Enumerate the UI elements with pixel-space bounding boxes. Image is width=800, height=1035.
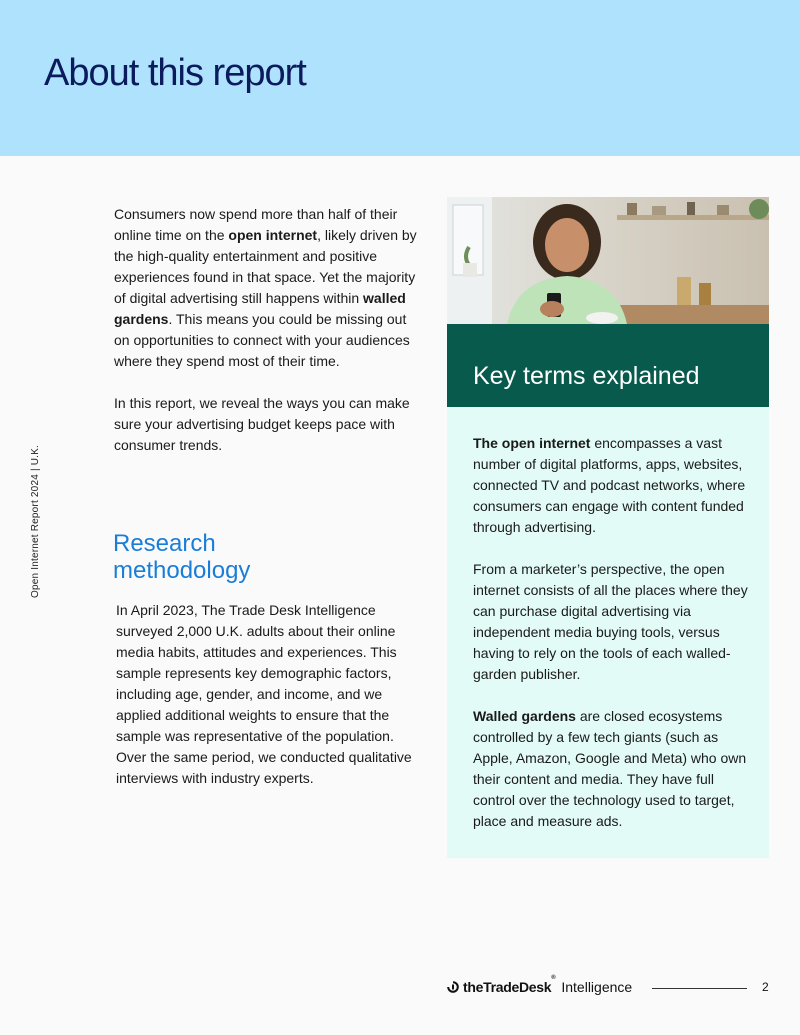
research-methodology-body: In April 2023, The Trade Desk Intelligence surveyed 2,000 U.K. adults about their online media habits, attitudes and experiences. This sample represents key demographic factors, including age, gender, and income, and we applied additional weights to ensure that the sample was representative of the population. Over the same period, we conducted qualitative interviews with industry experts. bbox=[116, 602, 412, 786]
tradedesk-logo-icon bbox=[447, 981, 459, 993]
key-terms-panel bbox=[447, 407, 769, 858]
bold-open-internet: open internet bbox=[228, 227, 318, 243]
key-term-marketer-perspective: From a marketer’s perspective, the open internet consists of all the places where they can purchase digital advertising via independent media buying tools, versus having to rely on the tools of each walled-garden publisher. bbox=[473, 561, 748, 682]
intro-paragraph-2: In this report, we reveal the ways you can make sure your advertising budget keeps pace with consumer trends. bbox=[114, 395, 410, 453]
key-term-walled-gardens: Walled gardens are closed ecosystems controlled by a few tech giants (such as Apple, Amazon, Google and Meta) who own their content and media. They have full control over the technology used to target, place and measure ads. bbox=[473, 708, 747, 829]
intro-paragraph-1: Consumers now spend more than half of their online time on the open internet, likely driven by the high-quality entertainment and positive experiences found in that space. Yet the majority of digital advertising still happens within walled gardens. This means you could be missing out on opportunities to connect with your audiences where they spend most of their time. bbox=[114, 206, 417, 369]
key-term-open-internet: The open internet encompasses a vast number of digital platforms, apps, websites, connected TV and podcast networks, where consumers can engage with content funded through advertising. bbox=[473, 435, 746, 535]
side-running-label: Open Internet Report 2024 | U.K. bbox=[30, 445, 41, 598]
intro-text bbox=[114, 204, 419, 477]
key-terms-title: Key terms explained bbox=[473, 362, 700, 390]
trademark-symbol: ® bbox=[551, 975, 556, 981]
brand-subtitle: Intelligence bbox=[561, 979, 633, 995]
page-title: About this report bbox=[44, 52, 306, 94]
page-number: 2 bbox=[762, 980, 769, 994]
key-terms-text bbox=[473, 433, 758, 853]
key-terms-header bbox=[447, 324, 769, 407]
research-methodology-heading: Research methodology bbox=[113, 530, 251, 584]
woman-with-phone-photo bbox=[447, 197, 769, 324]
brand-name: theTradeDesk® bbox=[463, 975, 556, 995]
footer-divider bbox=[652, 988, 747, 989]
bold-walled-gardens: walled gardens bbox=[114, 290, 406, 327]
footer-logo bbox=[447, 977, 632, 997]
